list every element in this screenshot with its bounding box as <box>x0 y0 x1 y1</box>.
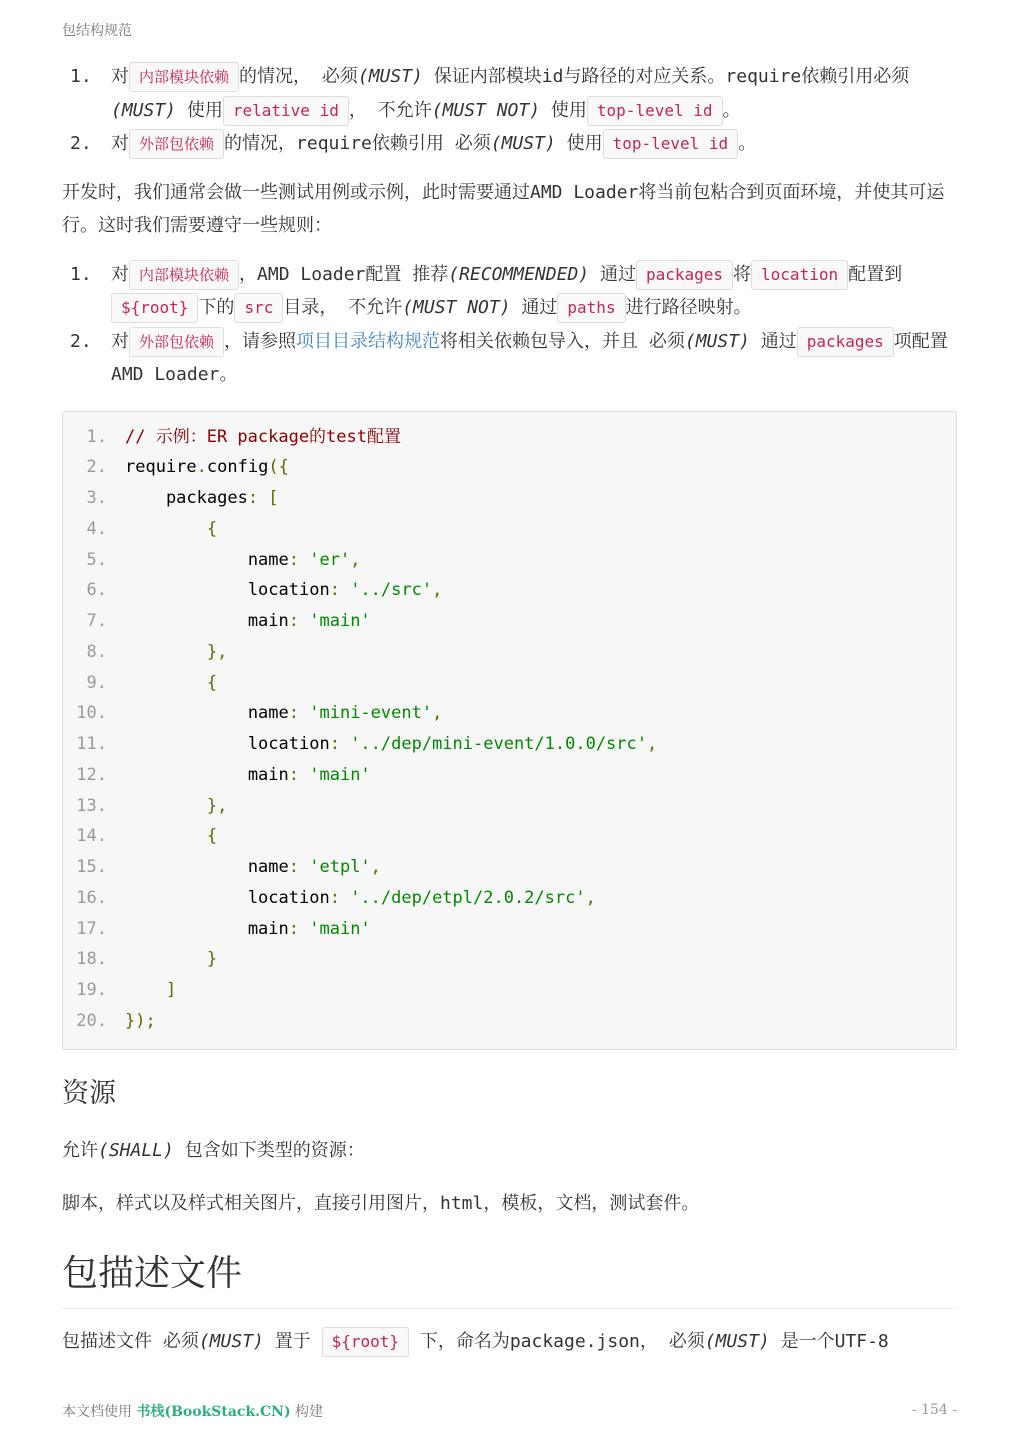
inline-code: 内部模块依赖 <box>129 260 239 290</box>
code-line <box>63 452 956 483</box>
paragraph <box>62 1325 958 1358</box>
paragraph: 脚本，样式以及样式相关图片，直接引用图片，html，模板，文档，测试套件。 <box>62 1192 700 1214</box>
code-token: : <box>288 611 310 631</box>
code-token: } <box>125 949 218 970</box>
inline-code: 外部包依赖 <box>129 129 224 159</box>
text: 通过 <box>510 297 558 318</box>
line-number: 5. <box>86 549 107 570</box>
line-number: 1. <box>86 426 107 447</box>
code-string: 'main' <box>309 918 371 939</box>
line-number: 16. <box>76 887 107 908</box>
code-line <box>63 668 956 699</box>
text: 允许 <box>62 1139 98 1161</box>
text: 包含如下类型的资源： <box>173 1139 365 1161</box>
code-token: : <box>288 549 310 570</box>
text: 将 <box>733 263 752 285</box>
code-line <box>63 791 956 822</box>
text: 进行路径映射。 <box>625 297 752 318</box>
code-token: { <box>125 826 218 847</box>
code-token: name <box>125 549 289 570</box>
code-token: main <box>125 918 289 939</box>
section-heading-descriptor: 包描述文件 <box>62 1248 958 1309</box>
code-line <box>63 914 956 945</box>
emphasis: (MUST NOT) <box>431 99 541 121</box>
code-token: , <box>370 857 381 877</box>
line-number: 17. <box>76 918 107 939</box>
bookstack-link[interactable]: 书栈(BookStack.CN) <box>136 1404 291 1420</box>
code-string: '../dep/mini-event/1.0.0/src' <box>350 734 647 754</box>
inline-code: 外部包依赖 <box>129 327 224 357</box>
code-token: config <box>206 457 269 478</box>
text: 下，命名为package.json， 必须 <box>409 1330 705 1352</box>
emphasis: (MUST) <box>704 1330 770 1352</box>
line-number: 7. <box>86 611 107 631</box>
code-token: : <box>288 764 310 785</box>
text: 通过 <box>749 330 797 352</box>
code-line <box>63 575 956 606</box>
list-number: 2. <box>70 133 92 154</box>
inline-code: top-level id <box>587 96 723 126</box>
text: 保证内部模块id与路径的对应关系。require依赖引用必须 <box>422 66 910 87</box>
code-token: , <box>350 549 361 570</box>
code-token: location <box>125 734 330 754</box>
project-structure-link[interactable]: 项目目录结构规范 <box>296 330 441 352</box>
inline-code: 内部模块依赖 <box>129 62 239 92</box>
code-token: : <box>329 887 351 908</box>
code-token: ] <box>125 980 177 1000</box>
code-line <box>63 852 956 883</box>
code-line <box>63 483 956 514</box>
code-token: : <box>288 857 310 877</box>
text: 。 <box>738 133 757 154</box>
text: 目录， 不允许 <box>283 297 403 318</box>
code-string: 'er' <box>309 549 351 570</box>
inline-code: relative id <box>223 96 349 126</box>
line-number: 8. <box>86 641 107 662</box>
emphasis: (MUST) <box>684 330 750 352</box>
list-number: 1. <box>70 66 92 87</box>
line-number: 13. <box>76 795 107 816</box>
code-line <box>63 975 956 1006</box>
text: 是一个UTF-8 <box>769 1330 889 1352</box>
dev-rules-list <box>62 258 958 392</box>
code-token: location <box>125 887 330 908</box>
paragraph: 开发时，我们通常会做一些测试用例或示例，此时需要通过AMD Loader将当前包粘合到页面环境，并使其可运行。这时我们需要遵守一些规则： <box>62 181 945 236</box>
text: 使用 <box>176 99 223 121</box>
line-number: 2. <box>86 457 107 478</box>
emphasis: (SHALL) <box>98 1139 174 1161</box>
text: ，AMD Loader配置 推荐 <box>239 263 449 285</box>
code-line <box>63 883 956 914</box>
line-number: 19. <box>76 980 107 1000</box>
code-string: 'mini-event' <box>309 703 433 724</box>
code-token: , <box>432 703 443 724</box>
line-number: 3. <box>86 488 107 508</box>
text: 置于 <box>263 1330 322 1352</box>
code-token: , <box>585 887 596 908</box>
code-token: { <box>125 518 218 539</box>
line-number: 6. <box>86 580 107 601</box>
text: ， 不允许 <box>348 99 432 121</box>
inline-code: ${root} <box>111 293 198 323</box>
text: ，请参照 <box>224 330 297 352</box>
list-item <box>62 258 958 325</box>
text: 包描述文件 必须 <box>62 1330 199 1352</box>
code-line <box>63 422 956 453</box>
code-line <box>63 1006 956 1037</box>
line-number: 10. <box>76 703 107 724</box>
text: 通过 <box>589 263 636 285</box>
code-string: 'main' <box>309 611 371 631</box>
inline-code: src <box>234 293 283 323</box>
list-item <box>62 325 958 392</box>
code-string: 'main' <box>309 764 371 785</box>
code-line <box>63 514 956 545</box>
page-number: - 154 - <box>911 1402 957 1418</box>
list-item <box>62 127 958 161</box>
emphasis: (MUST) <box>111 99 177 121</box>
footer-credit <box>62 1401 323 1421</box>
text: 使用 <box>540 99 587 121</box>
code-line <box>63 729 956 760</box>
emphasis: (MUST) <box>357 66 423 87</box>
line-number: 15. <box>76 857 107 877</box>
inline-code: packages <box>797 327 894 357</box>
inline-code: packages <box>636 260 733 290</box>
section-heading-resources: 资源 <box>62 1077 116 1109</box>
code-token: name <box>125 703 289 724</box>
code-token: require <box>125 457 197 478</box>
code-string: 'etpl' <box>309 857 371 877</box>
emphasis: (RECOMMENDED) <box>448 263 590 285</box>
code-token: location <box>125 580 330 601</box>
code-token: }, <box>125 795 228 816</box>
code-line <box>63 821 956 852</box>
code-token: , <box>432 580 443 601</box>
running-header: 包结构规范 <box>62 23 132 39</box>
code-token: }); <box>125 1010 156 1031</box>
emphasis: (MUST NOT) <box>402 297 511 318</box>
code-token: }, <box>125 641 228 662</box>
inline-code: paths <box>557 293 625 323</box>
line-number: 18. <box>76 949 107 970</box>
text: 。 <box>722 99 741 121</box>
code-block[interactable] <box>62 411 957 1050</box>
code-token: : <box>329 580 351 601</box>
text: 本文档使用 <box>62 1404 137 1420</box>
text: 对 <box>111 66 129 87</box>
code-line <box>63 606 956 637</box>
code-token: . <box>196 457 207 478</box>
code-token: name <box>125 857 289 877</box>
code-token: : <box>329 734 351 754</box>
code-token: , <box>647 734 658 754</box>
code-token: main <box>125 764 289 785</box>
code-line <box>63 944 956 975</box>
text: 项配置AMD Loader。 <box>111 330 948 385</box>
code-line <box>63 637 956 668</box>
inline-code: ${root} <box>322 1327 409 1357</box>
code-token: : <box>288 918 310 939</box>
line-number: 12. <box>76 764 107 785</box>
code-string: '../src' <box>350 580 433 601</box>
text: 的情况， 必须 <box>239 66 358 87</box>
text: 对 <box>111 330 129 352</box>
text: 将相关依赖包导入，并且 必须 <box>440 330 685 352</box>
code-token: : [ <box>247 488 279 508</box>
inline-code: location <box>751 260 848 290</box>
page-content <box>62 60 958 1358</box>
code-token: { <box>125 672 218 693</box>
code-token: ({ <box>268 457 289 478</box>
line-number: 14. <box>76 826 107 847</box>
text: 使用 <box>555 133 603 154</box>
list-number: 2. <box>70 330 92 352</box>
paragraph <box>62 1134 958 1167</box>
text: 构建 <box>290 1404 324 1420</box>
list-item <box>62 60 958 127</box>
code-string: '../dep/etpl/2.0.2/src' <box>350 887 586 908</box>
code-token: main <box>125 611 289 631</box>
list-number: 1. <box>70 263 92 285</box>
line-number: 11. <box>76 734 107 754</box>
dependency-rules-list <box>62 60 958 161</box>
text: 配置到 <box>848 263 903 285</box>
code-line <box>63 698 956 729</box>
emphasis: (MUST) <box>198 1330 264 1352</box>
code-token: : <box>288 703 310 724</box>
text: 下的 <box>198 297 235 318</box>
text: 的情况，require依赖引用 必须 <box>224 133 491 154</box>
code-token: packages <box>125 488 248 508</box>
emphasis: (MUST) <box>490 133 556 154</box>
line-number: 9. <box>86 672 107 693</box>
code-line <box>63 545 956 576</box>
inline-code: top-level id <box>603 129 739 159</box>
code-line <box>63 760 956 791</box>
text: 对 <box>111 133 129 154</box>
line-number: 20. <box>76 1010 107 1031</box>
text: 对 <box>111 263 129 285</box>
line-number: 4. <box>86 518 107 539</box>
code-comment: // 示例：ER package的test配置 <box>125 426 401 447</box>
